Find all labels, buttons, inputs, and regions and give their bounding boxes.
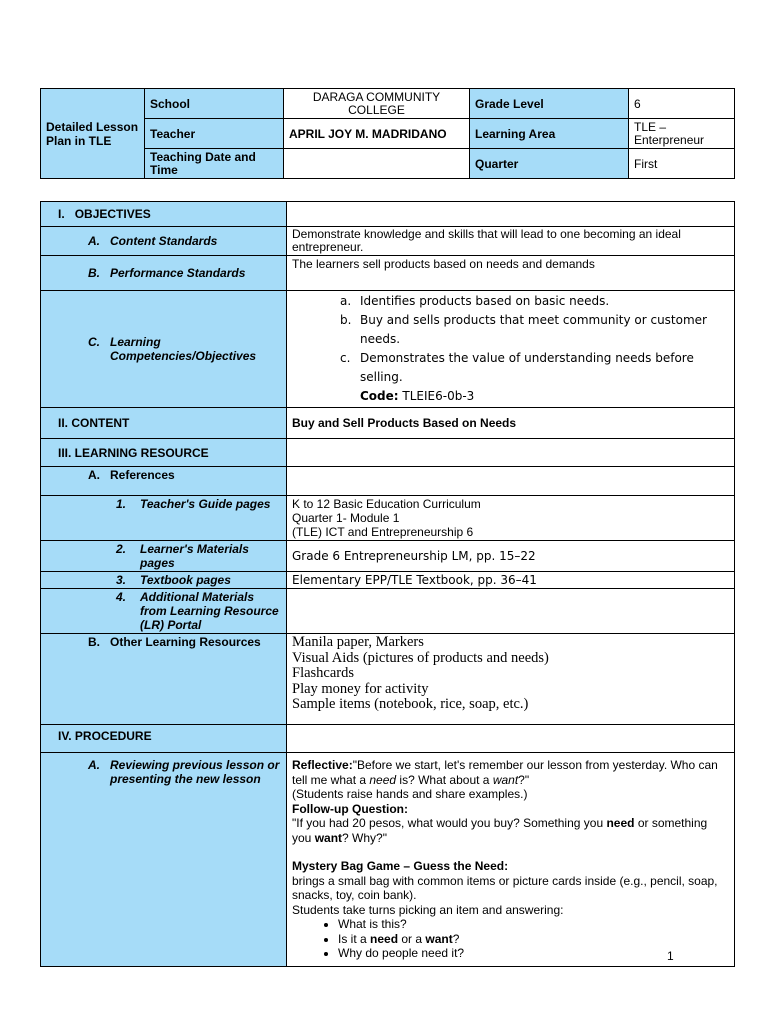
- learning-resource-heading: III. LEARNING RESOURCE: [58, 445, 209, 460]
- other-resources-row: [41, 634, 735, 725]
- other-resources-label: Other Learning Resources: [110, 635, 261, 649]
- code-label: Code:: [360, 389, 399, 403]
- content-heading: II. CONTENT: [58, 416, 130, 430]
- game-title: Mystery Bag Game – Guess the Need:: [292, 859, 509, 873]
- objectives-heading: [46, 207, 281, 221]
- teachers-guide-label: Teacher's Guide pages: [140, 497, 271, 511]
- learning-area-label: Learning Area: [470, 119, 629, 149]
- grade-level-value: 6: [629, 89, 735, 119]
- additional-materials-label: Additional Materials from Learning Resource (LR) Portal: [140, 590, 279, 632]
- competencies-list: [292, 292, 729, 406]
- content-row: [41, 408, 735, 439]
- reviewing-marker: A.: [88, 758, 100, 772]
- teaching-date-label: Teaching Date and Time: [145, 149, 284, 179]
- reviewing-row: [41, 753, 735, 967]
- competency-item: c. Demonstrates the value of understanding needs before selling.: [340, 351, 694, 384]
- other-resource-item: Sample items (notebook, rice, soap, etc.): [292, 696, 529, 712]
- quarter-value: First: [629, 149, 735, 179]
- procedure-heading: IV. PROCEDURE: [58, 729, 152, 743]
- content-value: Buy and Sell Products Based on Needs: [287, 408, 735, 439]
- learners-materials-marker: 2.: [116, 542, 127, 556]
- objectives-row: [41, 202, 735, 227]
- performance-standards-row: [41, 256, 735, 291]
- references-label: References: [110, 468, 175, 482]
- learners-materials-row: [41, 541, 735, 572]
- game-instructions: Students take turns picking an item and answering:: [292, 902, 564, 917]
- followup-question: "If you had 20 pesos, what would you buy? Something you need or something you want? Why?": [292, 816, 708, 845]
- game-question-item: • What is this?: [338, 917, 729, 932]
- other-resources-marker: B.: [88, 635, 100, 649]
- teachers-guide-line: K to 12 Basic Education Curriculum: [292, 497, 481, 511]
- content-standards-row: [41, 227, 735, 256]
- competency-item: a. Identifies products based on basic needs.: [340, 294, 610, 308]
- header-table: [40, 88, 735, 179]
- grade-level-label: Grade Level: [470, 89, 629, 119]
- performance-standards-label: Performance Standards: [110, 266, 246, 280]
- textbook-marker: 3.: [116, 573, 127, 587]
- game-question-item: • Why do people need it?: [338, 946, 729, 961]
- competencies-row: [41, 291, 735, 408]
- other-resource-item: Play money for activity: [292, 680, 429, 697]
- competency-item: b. Buy and sells products that meet community or customer needs.: [340, 313, 707, 346]
- lesson-plan-title: Detailed Lesson Plan in TLE: [41, 89, 145, 179]
- teachers-guide-line: (TLE) ICT and Entrepreneurship 6: [292, 525, 474, 539]
- teacher-label: Teacher: [145, 119, 284, 149]
- content-standards-marker: A.: [88, 234, 100, 248]
- teachers-guide-line: Quarter 1- Module 1: [292, 511, 400, 525]
- teaching-date-value: [284, 149, 470, 179]
- other-resource-item: Visual Aids (pictures of products and needs): [292, 649, 549, 666]
- learning-resource-row: [41, 439, 735, 467]
- code-value: TLEIE6-0b-3: [402, 389, 475, 403]
- performance-standards-value: The learners sell products based on needs and demands: [287, 256, 735, 291]
- content-standards-label: Content Standards: [110, 234, 218, 248]
- lesson-plan-table: [40, 201, 735, 967]
- performance-standards-marker: B.: [88, 266, 100, 280]
- competencies-marker: C.: [88, 335, 100, 349]
- reviewing-label: Reviewing previous lesson or presenting the new lesson: [110, 758, 280, 786]
- references-row: [41, 467, 735, 496]
- competency-code: [340, 387, 729, 406]
- objectives-num: I.: [58, 207, 65, 221]
- game-description: brings a small bag with common items or picture cards inside (e.g., pencil, soap, snacks, toy, coin bank).: [292, 873, 718, 902]
- learning-area-value: TLE – Enterpreneur: [629, 119, 735, 149]
- learners-materials-label: Learner's Materials pages: [140, 542, 249, 570]
- content-standards-value: Demonstrate knowledge and skills that will lead to one becoming an ideal entrepreneur.: [287, 227, 735, 256]
- learners-materials-value: Grade 6 Entrepreneurship LM, pp. 15–22: [287, 541, 735, 572]
- textbook-value: Elementary EPP/TLE Textbook, pp. 36–41: [287, 572, 735, 589]
- references-marker: A.: [88, 468, 100, 482]
- textbook-label: Textbook pages: [140, 573, 231, 587]
- additional-materials-marker: 4.: [116, 590, 127, 604]
- game-questions: [292, 917, 729, 961]
- competencies-label: Learning Competencies/Objectives: [110, 335, 257, 363]
- followup-label: Follow-up Question:: [292, 801, 408, 816]
- objectives-title: OBJECTIVES: [74, 207, 151, 221]
- school-label: School: [145, 89, 284, 119]
- textbook-row: [41, 572, 735, 589]
- school-value: DARAGA COMMUNITY COLLEGE: [284, 89, 470, 119]
- students-raise-text: (Students raise hands and share examples.): [292, 787, 528, 801]
- teachers-guide-row: [41, 496, 735, 541]
- teachers-guide-marker: 1.: [116, 497, 127, 511]
- additional-materials-value: [287, 589, 735, 634]
- procedure-row: [41, 725, 735, 753]
- quarter-label: Quarter: [470, 149, 629, 179]
- page-number: 1: [667, 949, 674, 963]
- other-resource-item: Flashcards: [292, 665, 355, 681]
- game-question-item: • Is it a need or a want?: [338, 932, 729, 947]
- reviewing-content: [287, 753, 735, 967]
- teacher-value: APRIL JOY M. MADRIDANO: [284, 119, 470, 149]
- additional-materials-row: [41, 589, 735, 634]
- reflective-paragraph: Reflective:"Before we start, let's remember our lesson from yesterday. Who can tell me what a need is? What about a want?": [292, 758, 718, 787]
- reflective-label: Reflective:: [292, 758, 353, 772]
- other-resource-item: Manila paper, Markers: [292, 634, 424, 650]
